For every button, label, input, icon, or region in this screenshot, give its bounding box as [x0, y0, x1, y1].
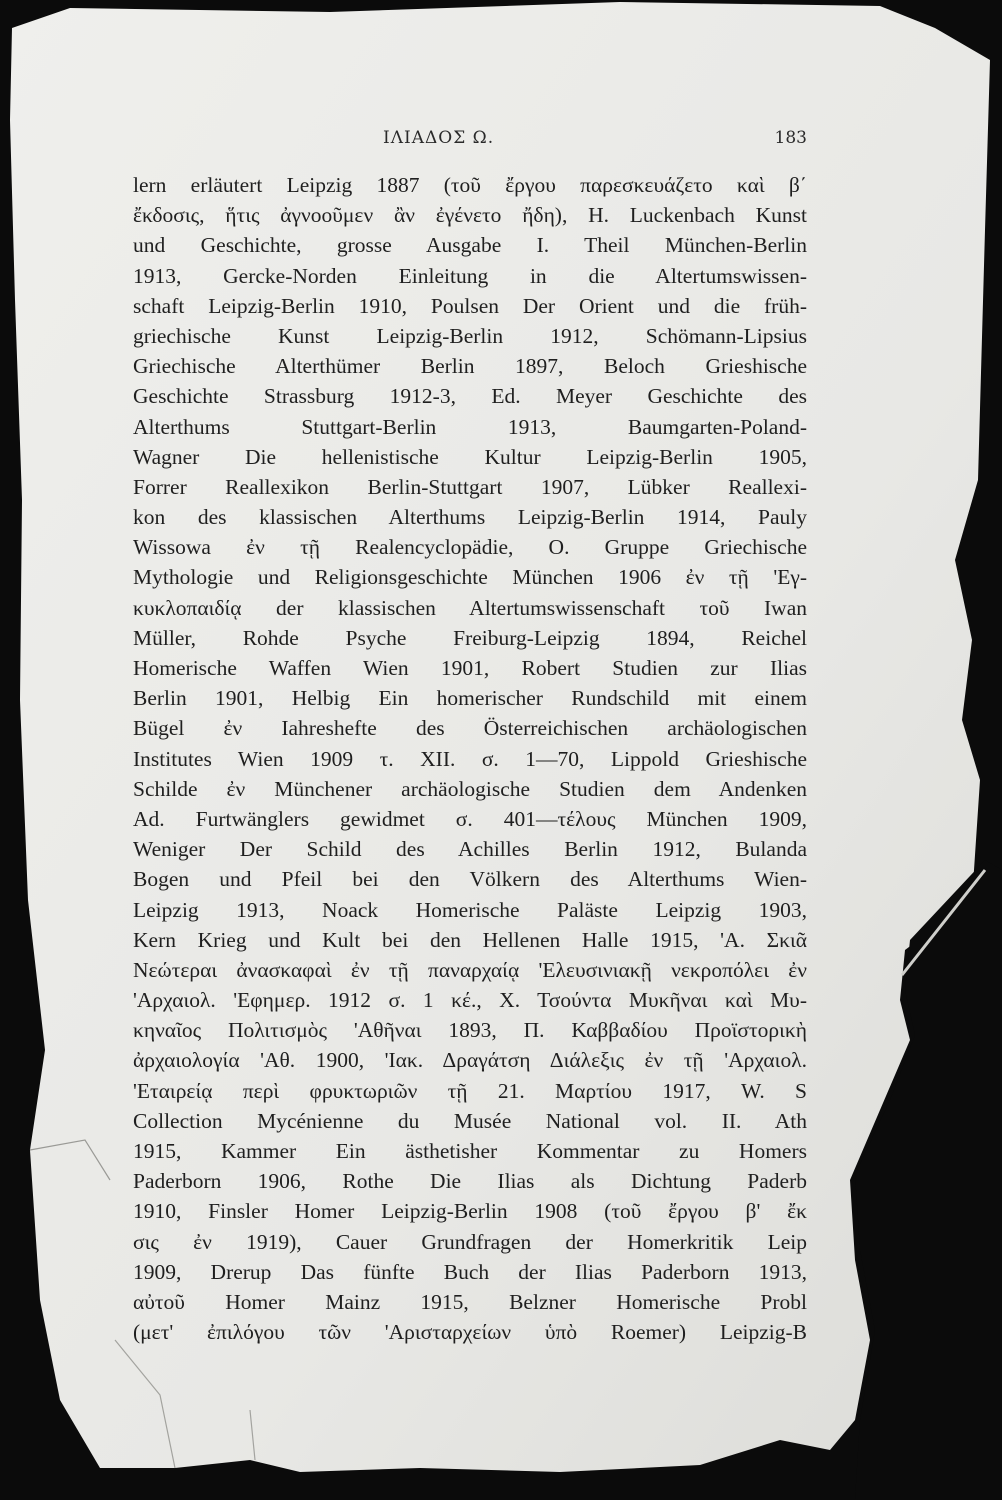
text-line: Geschichte Strassburg 1912-3, Ed. Meyer Geschichte des: [133, 384, 807, 409]
text-line: Homerische Waffen Wien 1901, Robert Studien zur Ilias: [133, 656, 807, 680]
text-line: Ad. Furtwänglers gewidmet σ. 401—τέλους München 1909,: [133, 806, 807, 831]
text-line: Müller, Rohde Psyche Freiburg-Leipzig 1894, Reichel: [133, 625, 807, 650]
text-line: Bogen und Pfeil bei den Völkern des Alterthums Wien-: [133, 867, 807, 892]
text-line: (μετ' ἐπιλόγου τῶν 'Αρισταρχείων ὑπὸ Roemer) Leipzig-B: [133, 1320, 807, 1345]
text-line: Berlin 1901, Helbig Ein homerischer Rundschild mit einem: [133, 686, 807, 711]
text-line: Alterthums Stuttgart-Berlin 1913, Baumgarten-Poland-: [133, 414, 807, 439]
text-line: 1915, Kammer Ein ästhetisher Kommentar zu Homers: [133, 1139, 807, 1163]
page-number: 183: [774, 128, 807, 148]
running-title: ΙΛΙΑΔΟΣ Ω.: [383, 128, 495, 148]
text-line: Weniger Der Schild des Achilles Berlin 1912, Bulanda: [133, 837, 807, 862]
text-line: κηναῖος Πολιτισμὸς 'Αθῆναι 1893, Π. Καββαδίου Προϊστορικὴ: [133, 1018, 807, 1043]
text-line: κυκλοπαιδίᾳ der klassischen Altertumswissenschaft τοῦ Iwan: [133, 595, 807, 620]
text-line: 1909, Drerup Das fünfte Buch der Ilias Paderborn 1913,: [133, 1259, 807, 1284]
text-line: αὐτοῦ Homer Mainz 1915, Belzner Homerische Probl: [133, 1289, 807, 1314]
text-line: Paderborn 1906, Rothe Die Ilias als Dichtung Paderb: [133, 1169, 807, 1194]
text-line: ἔκδοσις, ἥτις ἀγνοοῦμεν ἂν ἐγένετο ἤδη), H. Luckenbach Kunst: [133, 203, 807, 228]
text-line: griechische Kunst Leipzig-Berlin 1912, Schömann-Lipsius: [133, 323, 807, 348]
text-line: 1910, Finsler Homer Leipzig-Berlin 1908 (τοῦ ἔργου β' ἔκ: [133, 1199, 807, 1224]
text-line: Forrer Reallexikon Berlin-Stuttgart 1907, Lübker Reallexi-: [133, 474, 807, 499]
text-line: kon des klassischen Alterthums Leipzig-Berlin 1914, Pauly: [133, 505, 807, 530]
text-line: Leipzig 1913, Noack Homerische Paläste Leipzig 1903,: [133, 897, 807, 922]
text-line: Institutes Wien 1909 τ. XII. σ. 1—70, Lippold Grieshische: [133, 746, 807, 771]
text-line: 'Αρχαιολ. 'Εφημερ. 1912 σ. 1 κέ., Χ. Τσούντα Μυκῆναι καὶ Μυ-: [133, 988, 807, 1013]
text-line: σις ἐν 1919), Cauer Grundfragen der Homerkritik Leip: [133, 1229, 807, 1254]
text-line: Kern Krieg und Kult bei den Hellenen Halle 1915, 'Α. Σκιᾶ: [133, 927, 807, 952]
text-line: Νεώτεραι ἀνασκαφαὶ ἐν τῇ παναρχαίᾳ 'Ελευσινιακῇ νεκροπόλει ἐν: [133, 957, 807, 982]
text-line: 1913, Gercke-Norden Einleitung in die Altertumswissen-: [133, 263, 807, 288]
text-line: Schilde ἐν Münchener archäologische Studien dem Andenken: [133, 776, 807, 801]
text-line: Mythologie und Religionsgeschichte München 1906 ἐν τῇ 'Εγ-: [133, 565, 807, 590]
body-text: [133, 170, 807, 1347]
text-line: schaft Leipzig-Berlin 1910, Poulsen Der Orient und die früh-: [133, 293, 807, 318]
text-line: lern erläutert Leipzig 1887 (τοῦ ἔργου παρεσκευάζετο καὶ β΄: [133, 173, 807, 197]
text-line: Bügel ἐν Iahreshefte des Österreichischen archäologischen: [133, 716, 807, 741]
text-line: Griechische Alterthümer Berlin 1897, Beloch Grieshische: [133, 354, 807, 379]
text-line: Collection Mycénienne du Musée National vol. II. Ath: [133, 1108, 807, 1133]
text-line: Wissowa ἐν τῇ Realencyclopädie, O. Gruppe Griechische: [133, 535, 807, 560]
text-line: Wagner Die hellenistische Kultur Leipzig-Berlin 1905,: [133, 444, 807, 469]
page-header: [133, 128, 807, 156]
text-line: und Geschichte, grosse Ausgabe I. Theil München-Berlin: [133, 233, 807, 258]
text-line: 'Εταιρείᾳ περὶ φρυκτωριῶν τῇ 21. Μαρτίου 1917, W. S: [133, 1078, 807, 1103]
text-line: ἀρχαιολογία 'Αθ. 1900, 'Ιακ. Δραγάτση Διάλεξις ἐν τῇ 'Αρχαιολ.: [133, 1048, 807, 1073]
